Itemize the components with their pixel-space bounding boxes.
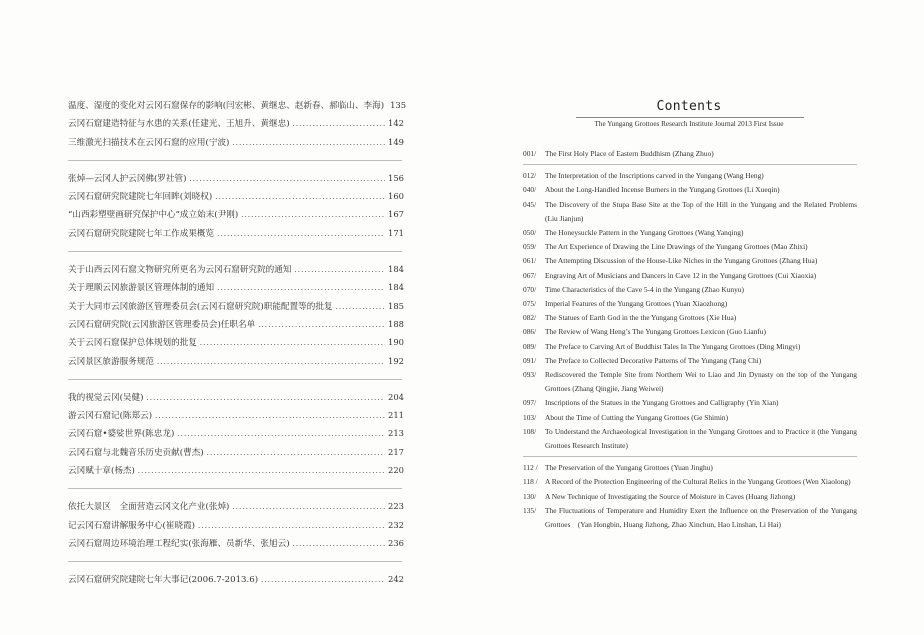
toc-section — [68, 570, 402, 588]
page-number: 156 — [388, 172, 404, 183]
toc-entry[interactable] — [523, 411, 857, 425]
entry-title: The Review of Wang Heng’s The Yungang Grottoes Lexicon (Guo Lianfu) — [545, 327, 766, 337]
page-number: 211 — [388, 410, 404, 421]
entry-title: The Preservation of the Yungang Grottoes (Yuan Jinghu) — [545, 463, 713, 473]
dot-leader — [293, 114, 385, 132]
toc-entry[interactable] — [523, 325, 857, 339]
toc-entry[interactable] — [68, 187, 402, 205]
toc-entry[interactable] — [523, 425, 857, 453]
toc-entry[interactable] — [68, 260, 402, 278]
page-number: 192 — [388, 355, 404, 366]
entry-title: A New Technique of Investigating the Source of Moisture in Caves (Huang Jizhong) — [545, 491, 796, 501]
entry-title: Engraving Art of Musicians and Dancers in Cave 12 in the Yungang Grottoes (Cui Xiaoxia) — [545, 270, 817, 280]
dot-leader — [157, 352, 385, 370]
toc-entry[interactable] — [68, 169, 402, 187]
toc-entry[interactable] — [68, 352, 402, 370]
entry-title: The Attempting Discussion of the House-Like Niches in the Yungang Grottoes (Zhang Hua) — [545, 256, 818, 266]
toc-entry[interactable] — [523, 147, 857, 161]
toc-entry[interactable] — [523, 254, 857, 268]
entry-title: 关于云冈石窟保护总体规划的批复 — [68, 338, 197, 349]
dot-leader — [217, 278, 385, 296]
entry-title: The First Holy Place of Eastern Buddhism (Zhang Zhuo) — [545, 149, 714, 158]
page-number: 082/ — [523, 313, 537, 323]
entry-title: 关于山西云冈石窟文物研究所更名为云冈石窟研究院的通知 — [68, 265, 292, 276]
page-number: 070/ — [523, 284, 537, 294]
dot-leader — [200, 333, 385, 351]
entry-title: The Preface to Carving Art of Buddhist Tales In The Yungang Grottoes (Ding Mingyi) — [545, 341, 801, 351]
dot-leader — [207, 443, 385, 461]
page-number: 135 — [390, 100, 407, 110]
page-number: 097/ — [523, 398, 537, 408]
section-divider — [523, 164, 857, 165]
page-number: 093/ — [523, 370, 537, 380]
page-number: 135/ — [523, 505, 537, 515]
entry-title: 依托大景区 全面营造云冈文化产业(张焯) — [68, 502, 230, 513]
dot-leader — [189, 169, 385, 187]
entry-title: 云冈石窟周边环境治理工程纪实(张海雁、员新华、张旭云) — [68, 538, 290, 549]
toc-entry[interactable] — [523, 183, 857, 197]
page-number: 204 — [388, 391, 404, 402]
entry-title: 张焯—云冈人护云冈佛(罗社管) — [68, 173, 187, 184]
section-divider — [523, 456, 857, 457]
page-number: 130/ — [523, 491, 537, 501]
page-number: 118 / — [523, 477, 538, 487]
page-number: 061/ — [523, 256, 537, 266]
toc-entry[interactable] — [523, 461, 857, 475]
entry-title: The Interpretation of the Inscriptions carved in the Yungang (Wang Heng) — [545, 171, 764, 181]
entry-title: 云冈石窟研究院建院七年回眸(刘晓权) — [68, 192, 213, 203]
page-number: 171 — [388, 227, 404, 238]
toc-entry[interactable] — [68, 443, 402, 461]
toc-entry[interactable] — [523, 354, 857, 368]
entry-title: 关于理顺云冈旅游景区管理体制的通知 — [68, 283, 215, 294]
toc-entry[interactable] — [68, 497, 402, 515]
entry-title: 游云冈石窟记(陈郑云) — [68, 411, 153, 422]
page-number: 232 — [388, 519, 404, 530]
page-number: 190 — [388, 337, 404, 348]
toc-entry[interactable] — [68, 278, 402, 296]
entry-title: About the Time of Cutting the Yungang Grottoes (Ge Shimin) — [545, 412, 729, 422]
toc-entry[interactable] — [523, 226, 857, 240]
contents-heading: Contents — [656, 99, 722, 114]
heading-rule — [576, 117, 804, 118]
page-number: 050/ — [523, 228, 537, 238]
toc-section — [68, 96, 407, 151]
toc-entry[interactable] — [68, 224, 402, 242]
section-divider — [68, 379, 402, 380]
dot-leader — [336, 297, 385, 315]
toc-entry[interactable] — [68, 333, 402, 351]
toc-entry[interactable] — [68, 406, 402, 424]
page-number: 188 — [388, 318, 404, 329]
page-number: 242 — [388, 574, 404, 585]
entry-title: “山西彩塑壁画研究保护中心”成立始末(尹刚) — [68, 210, 239, 221]
section-divider — [68, 251, 402, 252]
toc-entry[interactable] — [523, 198, 857, 226]
entry-title: 云冈石窟与北魏音乐历史贡献(曹杰) — [68, 447, 204, 458]
entry-title: The Statues of Earth God in the the Yungang Grottoes (Xie Hua) — [545, 313, 737, 323]
entry-title: Inscriptions of the Statues in the Yungang Grottoes and Calligraphy (Yin Xian) — [545, 398, 779, 408]
entry-title: 云冈石窟建造特征与水患的关系(任建光、王旭升、黄继忠) — [68, 119, 290, 130]
page-number: 108/ — [523, 426, 537, 436]
entry-title: Rediscovered the Temple Site from Northern Wei to Liao and Jin Dynasty on the top of the Yungang Grottoes (Zhang Qingjie, Jiang Weiwei) — [545, 370, 857, 394]
toc-entry[interactable] — [68, 461, 402, 479]
dot-leader — [232, 133, 385, 151]
toc-section — [68, 169, 402, 242]
toc-entry[interactable] — [68, 96, 407, 114]
section-divider — [68, 160, 402, 161]
toc-entry[interactable] — [523, 504, 857, 532]
dot-leader — [155, 406, 385, 424]
entry-title: The Art Experience of Drawing the Line Drawings of the Yungang Grottoes (Mao Zhixi) — [545, 242, 808, 252]
toc-entry[interactable] — [68, 388, 402, 406]
toc-entry[interactable] — [523, 340, 857, 354]
page-number: 217 — [388, 446, 404, 457]
toc-entry[interactable] — [68, 205, 402, 223]
entry-title: A Record of the Protection Engineering of the Cultural Relics in the Yungang Grottoes (Wen Xiaolong) — [545, 477, 851, 487]
page-number: 059/ — [523, 242, 537, 252]
entry-title: Time Characteristics of the Cave 5-4 in the Yungang (Zhao Kunyu) — [545, 284, 744, 294]
toc-section — [68, 497, 402, 552]
toc-entry[interactable] — [68, 534, 402, 552]
section-divider — [68, 561, 402, 562]
entry-title: 云冈石窟•婆娑世界(陈忠龙) — [68, 429, 175, 440]
chinese-contents-list — [68, 96, 407, 589]
page-number: 142 — [388, 118, 404, 129]
dot-leader — [293, 534, 385, 552]
toc-entry[interactable] — [523, 269, 857, 283]
english-contents-list — [523, 147, 857, 532]
toc-entry[interactable] — [68, 315, 402, 333]
toc-entry[interactable] — [523, 283, 857, 297]
page-number: 089/ — [523, 341, 537, 351]
entry-title: The Discovery of the Stupa Base Site at the Top of the Hill in the Yungang and the Related Problems (Liu Jianjun) — [545, 199, 857, 223]
page-number: 112 / — [523, 463, 538, 473]
dot-leader — [177, 424, 385, 442]
entry-title: 云冈景区旅游服务规范 — [68, 356, 154, 367]
entry-title: The Preface to Collected Decorative Patterns of The Yungang (Tang Chi) — [545, 355, 762, 365]
entry-title: 温度、湿度的变化对云冈石窟保存的影响(闫宏彬、黄继忠、赵新春、郝临山、李海) — [68, 101, 385, 111]
page-number: 167 — [388, 209, 404, 220]
entry-title: 关于大同市云冈旅游区管理委员会(云冈石窟研究院)职能配置等的批复 — [68, 301, 333, 312]
dot-leader — [232, 497, 385, 515]
dot-leader — [258, 315, 385, 333]
entry-title: 三维激光扫描技术在云冈石窟的应用(宁波) — [68, 137, 230, 148]
toc-section — [523, 169, 857, 453]
page-number: 213 — [388, 428, 404, 439]
entry-title: To Understand the Archaeological Investigation in the Yungang Grottoes and to Practice it (the Yungang Grottoes Research Institute) — [545, 426, 857, 451]
entry-title: 云冈石窟研究院(云冈旅游区管理委员会)任职名单 — [68, 319, 256, 330]
entry-title: The Fluctuations of Temperature and Humidity Exert the Influence on the Preservation of the Yungang Grottoes (Yan Hongbin, Huang Jizhong, Zhao Xinchun, Hao Linshan, Li Hai) — [545, 505, 857, 530]
toc-entry[interactable] — [68, 570, 402, 588]
toc-entry[interactable] — [523, 396, 857, 410]
page-number: 075/ — [523, 299, 537, 309]
toc-section — [68, 388, 402, 479]
toc-section — [523, 461, 857, 532]
toc-section — [523, 147, 857, 161]
toc-entry[interactable] — [68, 297, 402, 315]
toc-entry[interactable] — [68, 114, 402, 132]
entry-title: About the Long-Handled Incense Burners in the Yungang Grottoes (Li Xueqin) — [545, 185, 780, 195]
page-number: 184 — [388, 282, 404, 293]
dot-leader — [146, 388, 385, 406]
page-number: 236 — [388, 537, 404, 548]
toc-entry[interactable] — [523, 169, 857, 183]
toc-entry[interactable] — [523, 297, 857, 311]
toc-section — [68, 260, 402, 370]
entry-title: 云冈石窟研究院建院七年大事记(2006.7-2013.6) — [68, 575, 259, 586]
entry-title: The Honeysuckle Pattern in the Yungang Grottoes (Wang Yanqing) — [545, 228, 744, 238]
dot-leader — [215, 187, 385, 205]
dot-leader — [241, 205, 385, 223]
toc-entry[interactable] — [523, 368, 857, 396]
page-number: 091/ — [523, 355, 537, 365]
toc-entry[interactable] — [523, 240, 857, 254]
dot-leader — [261, 570, 385, 588]
journal-subtitle: The Yungang Grottoes Research Institute Journal 2013 First Issue — [594, 120, 784, 128]
section-divider — [68, 488, 402, 489]
dot-leader — [138, 461, 385, 479]
page-number: 086/ — [523, 327, 537, 337]
page-number: 012/ — [523, 171, 537, 181]
dot-leader — [294, 260, 385, 278]
page-number: 001/ — [523, 149, 537, 158]
toc-entry[interactable] — [523, 490, 857, 504]
toc-entry[interactable] — [523, 475, 857, 489]
toc-entry[interactable] — [68, 516, 402, 534]
page-number: 045/ — [523, 199, 537, 209]
page-number: 223 — [388, 501, 404, 512]
entry-title: 云冈赋十章(杨杰) — [68, 466, 135, 477]
toc-entry[interactable] — [523, 311, 857, 325]
entry-title: Imperial Features of the Yungang Grottoes (Yuan Xiaozhong) — [545, 299, 728, 309]
dot-leader — [217, 224, 385, 242]
toc-entry[interactable] — [68, 133, 402, 151]
entry-title: 云冈石窟研究院建院七年工作成果概览 — [68, 228, 215, 239]
page-number: 220 — [388, 465, 404, 476]
dot-leader — [198, 516, 385, 534]
toc-entry[interactable] — [68, 424, 402, 442]
page-number: 067/ — [523, 270, 537, 280]
page-number: 184 — [388, 264, 404, 275]
page-number: 103/ — [523, 412, 537, 422]
page-number: 160 — [388, 191, 404, 202]
page-number: 149 — [388, 136, 404, 147]
page-number: 040/ — [523, 185, 537, 195]
entry-title: 我的视觉云冈(吴健) — [68, 392, 144, 403]
entry-title: 记云冈石窟讲解服务中心(崔晓霞) — [68, 520, 196, 531]
page-number: 185 — [388, 300, 404, 311]
